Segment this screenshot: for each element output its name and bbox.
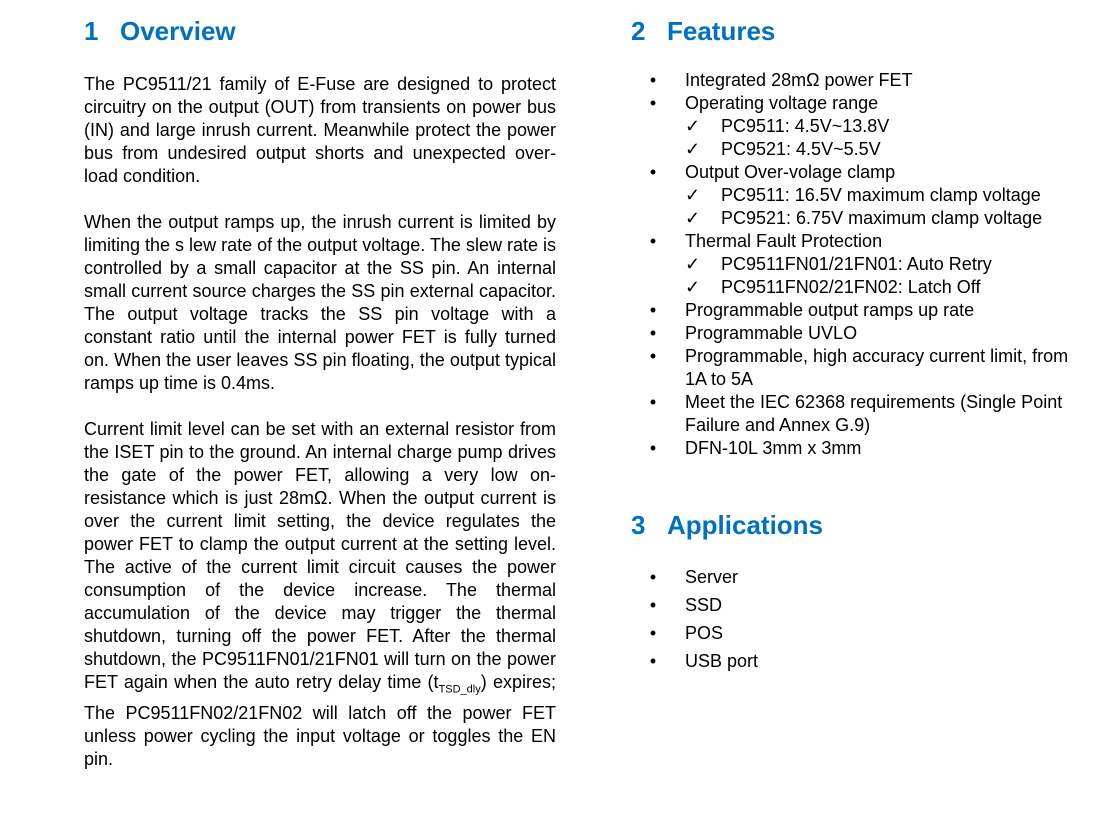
feature-item (631, 230, 1091, 253)
bullet-icon: • (649, 323, 657, 343)
checkmark-icon: ✓ (685, 139, 701, 159)
feature-item-label: Operating voltage range (685, 93, 879, 113)
applications-heading-title: Applications (667, 510, 824, 540)
bullet-icon: • (649, 162, 657, 182)
applications-heading-number: 3 (631, 510, 646, 540)
bullet-icon: • (649, 300, 657, 320)
feature-sub-item-label: PC9521: 4.5V~5.5V (721, 139, 881, 159)
feature-sub-item-label: PC9521: 6.75V maximum clamp voltage (721, 208, 1043, 228)
bullet-icon: • (649, 70, 657, 90)
feature-item-label: Thermal Fault Protection (685, 231, 883, 251)
bullet-icon: • (649, 623, 657, 643)
feature-item-label: DFN-10L 3mm x 3mm (685, 438, 862, 458)
features-heading (631, 14, 1091, 48)
feature-item-label: Integrated 28mΩ power FET (685, 70, 913, 90)
feature-item-label: Meet the IEC 62368 requirements (Single Point Failure and Annex G.9) (685, 392, 1063, 435)
feature-item (631, 69, 1091, 92)
checkmark-icon: ✓ (685, 208, 701, 228)
feature-item-label: Output Over-volage clamp (685, 162, 896, 182)
feature-sub-item-label: PC9511FN02/21FN02: Latch Off (721, 277, 981, 297)
features-list (631, 69, 1091, 460)
applications-list (631, 563, 1091, 675)
feature-sub-item-label: PC9511: 16.5V maximum clamp voltage (721, 185, 1041, 205)
feature-sub-item-label: PC9511: 4.5V~13.8V (721, 116, 890, 136)
checkmark-icon: ✓ (685, 254, 701, 274)
checkmark-icon: ✓ (685, 185, 701, 205)
checkmark-icon: ✓ (685, 116, 701, 136)
checkmark-icon: ✓ (685, 277, 701, 297)
features-heading-title: Features (667, 16, 776, 46)
application-item (631, 647, 1091, 675)
feature-item (631, 345, 1091, 391)
tsd-dly-symbol: $t_{TSD\_dly}$ (433, 672, 481, 696)
feature-item (631, 322, 1091, 345)
features-heading-number: 2 (631, 16, 646, 46)
feature-sub-item-label: PC9511FN01/21FN01: Auto Retry (721, 254, 992, 274)
application-item-label: POS (685, 623, 724, 643)
overview-paragraph-3 (84, 418, 556, 771)
feature-item (631, 92, 1091, 115)
feature-sub-item (631, 115, 1091, 138)
bullet-icon: • (649, 346, 657, 366)
overview-heading-title: Overview (120, 16, 236, 46)
application-item-label: Server (685, 567, 739, 587)
overview-paragraph-3-before: Current limit level can be set with an external resistor from the ISET pin to the ground. An internal charge pump drives the gate of the power FET, allowing a very low on-resistance which is just 28mΩ. When the output current is over the current limit setting, the device regulates the power FET to clamp the output current at the setting level. The active of the current limit circuit causes the power consumption of the device increase. The thermal accumulation of the device may trigger the thermal shutdown, turning off the power FET. After the thermal shutdown, the PC9511FN01/21FN01 will turn on the power FET again when the auto retry delay time ( (84, 419, 556, 692)
overview-heading-number: 1 (84, 16, 99, 46)
application-item-label: SSD (685, 595, 723, 615)
feature-sub-item (631, 184, 1091, 207)
bullet-icon: • (649, 595, 657, 615)
application-item (631, 563, 1091, 591)
feature-item (631, 161, 1091, 184)
application-item (631, 591, 1091, 619)
bullet-icon: • (649, 651, 657, 671)
feature-sub-item (631, 276, 1091, 299)
overview-paragraph-2: When the output ramps up, the inrush current is limited by limiting the s lew rate of the output voltage. The slew rate is controlled by a small capacitor at the SS pin. An internal small current source charges the SS pin external capacitor. The output voltage tracks the SS pin voltage with a constant ratio until the internal power FET is fully turned on. When the user leaves SS pin floating, the output typical ramps up time is 0.4ms. (84, 212, 556, 393)
feature-item-label: Programmable, high accuracy current limit, from 1A to 5A (685, 346, 1069, 389)
feature-sub-item (631, 138, 1091, 161)
feature-item-label: Programmable output ramps up rate (685, 300, 975, 320)
overview-heading (84, 14, 556, 48)
bullet-icon: • (649, 567, 657, 587)
overview-paragraph-1: The PC9511/21 family of E-Fuse are designed to protect circuitry on the output (OUT) from transients on power bus (IN) and large inrush current. Meanwhile protect the power bus from undesired output shorts and unexpected over-load condition. (84, 74, 556, 186)
right-column (631, 14, 1091, 675)
application-item-label: USB port (685, 651, 759, 671)
feature-sub-item (631, 253, 1091, 276)
bullet-icon: • (649, 438, 657, 458)
overview-section (84, 14, 556, 771)
feature-item (631, 391, 1091, 437)
feature-item (631, 437, 1091, 460)
applications-heading (631, 508, 1091, 542)
feature-item-label: Programmable UVLO (685, 323, 858, 343)
feature-sub-item (631, 207, 1091, 230)
overview-paragraph-3-after: ) expires; The PC9511FN02/21FN02 will latch off the power FET unless power cycling the input voltage or toggles the EN pin. (84, 672, 556, 769)
feature-item (631, 299, 1091, 322)
bullet-icon: • (649, 231, 657, 251)
application-item (631, 619, 1091, 647)
bullet-icon: • (649, 93, 657, 113)
bullet-icon: • (649, 392, 657, 412)
